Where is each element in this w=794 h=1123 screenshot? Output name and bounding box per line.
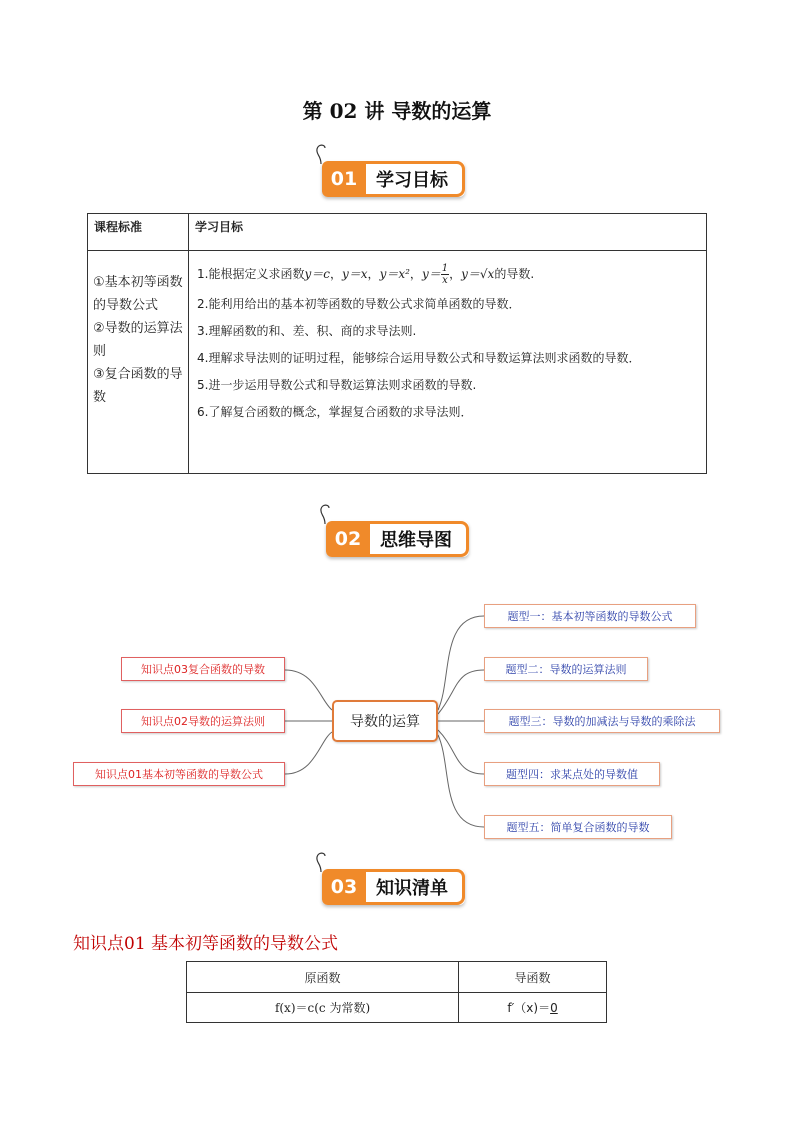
hook-icon — [314, 851, 328, 873]
mindmap-node-right: 题型三：导数的加减法与导数的乘除法 — [484, 709, 720, 733]
mindmap-node-left: 知识点01基本初等函数的导数公式 — [73, 762, 285, 786]
col-original-function: 原函数 — [187, 962, 459, 993]
mindmap-node-right: 题型五：简单复合函数的导数 — [484, 815, 672, 839]
goal-item-1: 1.能根据定义求函数y＝c，y＝x，y＝x²，y＝ $\frac{1}{x}$ ，y＝√x的导数. — [197, 263, 535, 286]
mindmap-node-left: 知识点02导数的运算法则 — [121, 709, 285, 733]
mindmap-center: 导数的运算 — [332, 700, 438, 742]
mindmap-node-right: 题型四：求某点处的导数值 — [484, 762, 660, 786]
objectives-table — [87, 213, 707, 474]
goal-item-5: 5.进一步运用导数公式和导数运算法则求函数的导数. — [197, 378, 477, 392]
section-label: 学习目标 — [366, 161, 465, 197]
goal-item-3: 3.理解函数的和、差、积、商的求导法则. — [197, 324, 417, 338]
section-badge-knowledge — [322, 869, 465, 905]
fraction: $\frac{1}{x}$ — [441, 263, 449, 286]
section-badge-mindmap — [326, 521, 469, 557]
standard-item: ②导数的运算法则 — [93, 321, 183, 359]
goals-cell — [189, 251, 707, 474]
col-derivative: 导函数 — [459, 962, 607, 993]
standards-cell — [88, 251, 189, 474]
mindmap-node-left: 知识点03复合函数的导数 — [121, 657, 285, 681]
goal-item-6: 6.了解复合函数的概念，掌握复合函数的求导法则． — [197, 405, 473, 419]
section-label: 知识清单 — [366, 869, 465, 905]
table-row — [187, 993, 607, 1023]
mindmap-node-right: 题型二：导数的运算法则 — [484, 657, 648, 681]
knowledge-point-heading: 知识点01 基本初等函数的导数公式 — [73, 934, 339, 954]
header-goals: 学习目标 — [189, 214, 707, 251]
section-badge-objectives — [322, 161, 465, 197]
derivative-formula-table — [186, 961, 607, 1023]
cell-original: f(x)＝c(c 为常数) — [187, 993, 459, 1023]
mindmap-node-right: 题型一：基本初等函数的导数公式 — [484, 604, 696, 628]
page-title: 第 02 讲 导数的运算 — [302, 99, 492, 123]
goal-item-2: 2.能利用给出的基本初等函数的导数公式求简单函数的导数． — [197, 297, 521, 311]
section-number: 03 — [322, 869, 366, 905]
hook-icon — [318, 503, 332, 525]
standard-item: ①基本初等函数的导数公式 — [93, 275, 183, 313]
section-number: 01 — [322, 161, 366, 197]
goal-item-4: 4.理解求导法则的证明过程，能够综合运用导数公式和导数运算法则求函数的导数． — [197, 351, 641, 365]
derivative-answer: 0 — [550, 1001, 558, 1015]
hook-icon — [314, 143, 328, 165]
header-standards: 课程标准 — [88, 214, 189, 251]
section-label: 思维导图 — [370, 521, 469, 557]
cell-derivative: f′（x)＝0 — [459, 993, 607, 1023]
section-number: 02 — [326, 521, 370, 557]
standard-item: ③复合函数的导数 — [93, 367, 183, 405]
